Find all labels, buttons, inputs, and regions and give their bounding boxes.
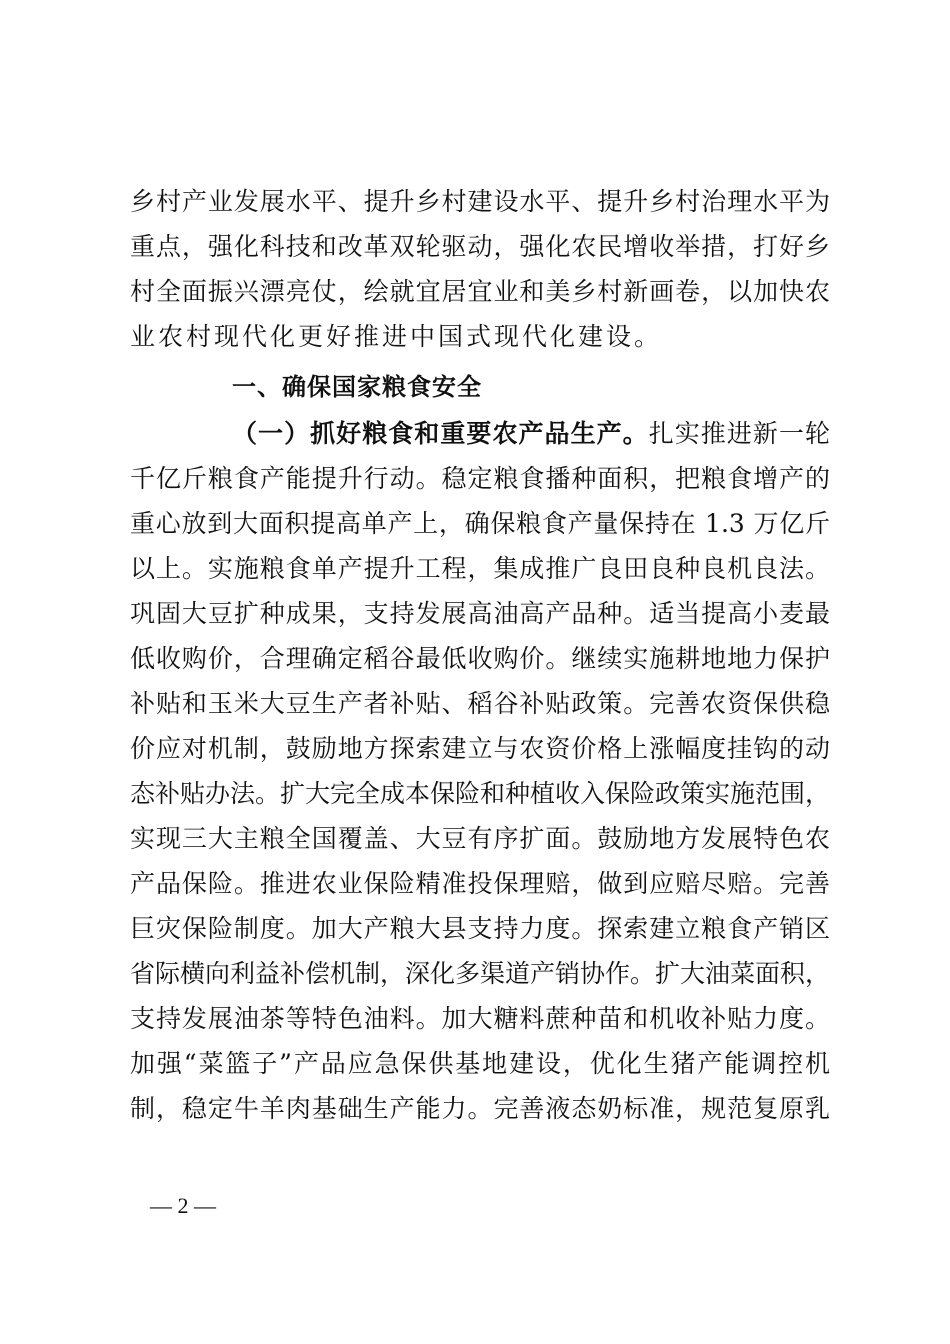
paragraph-line-13: 支持发展油茶等特色油料。加大糖料蔗种苗和机收补贴力度。 bbox=[130, 1004, 830, 1033]
intro-line-3: 村全面振兴漂亮仗，绘就宜居宜业和美乡村新画卷，以加快农 bbox=[130, 277, 830, 306]
paragraph-line-11: 巨灾保险制度。加大产粮大县支持力度。探索建立粮食产销区 bbox=[130, 914, 830, 943]
paragraph-line-5: 低收购价，合理确定稻谷最低收购价。继续实施耕地地力保护 bbox=[130, 644, 830, 673]
paragraph-line-2: 重心放到大面积提高单产上，确保粮食产量保持在 1.3 万亿斤 bbox=[130, 509, 830, 538]
paragraph-line-7: 价应对机制，鼓励地方探索建立与农资价格上涨幅度挂钩的动 bbox=[130, 734, 830, 763]
paragraph-line-14: 加强“菜篮子”产品应急保供基地建设，优化生猪产能调控机 bbox=[130, 1049, 830, 1078]
subsection-title: （一）抓好粮食和重要农产品生产。 bbox=[232, 419, 649, 448]
intro-line-1: 乡村产业发展水平、提升乡村建设水平、提升乡村治理水平为 bbox=[130, 187, 830, 216]
paragraph-line-15: 制，稳定牛羊肉基础生产能力。完善液态奶标准，规范复原乳 bbox=[130, 1094, 830, 1123]
intro-line-4: 业农村现代化更好推进中国式现代化建设。 bbox=[130, 322, 663, 351]
paragraph-line-12: 省际横向利益补偿机制，深化多渠道产销协作。扩大油菜面积， bbox=[130, 959, 831, 988]
paragraph-first-line-text: 扎实推进新一轮 bbox=[648, 419, 830, 448]
paragraph-line-4: 巩固大豆扩种成果，支持发展高油高产品种。适当提高小麦最 bbox=[130, 599, 830, 628]
subsection-first-line bbox=[232, 414, 830, 454]
page-number: — 2 — bbox=[150, 1193, 216, 1218]
paragraph-line-9: 实现三大主粮全国覆盖、大豆有序扩面。鼓励地方发展特色农 bbox=[130, 824, 830, 853]
paragraph-line-10: 产品保险。推进农业保险精准投保理赔，做到应赔尽赔。完善 bbox=[130, 869, 830, 898]
paragraph-line-3: 以上。实施粮食单产提升工程，集成推广良田良种良机良法。 bbox=[130, 554, 830, 583]
section-heading: 一、确保国家粮食安全 bbox=[232, 373, 482, 401]
paragraph-line-1: 千亿斤粮食产能提升行动。稳定粮食播种面积，把粮食增产的 bbox=[130, 464, 830, 493]
paragraph-line-8: 态补贴办法。扩大完全成本保险和种植收入保险政策实施范围， bbox=[130, 779, 831, 808]
intro-line-2: 重点，强化科技和改革双轮驱动，强化农民增收举措，打好乡 bbox=[130, 232, 830, 261]
paragraph-line-6: 补贴和玉米大豆生产者补贴、稻谷补贴政策。完善农资保供稳 bbox=[130, 689, 830, 718]
